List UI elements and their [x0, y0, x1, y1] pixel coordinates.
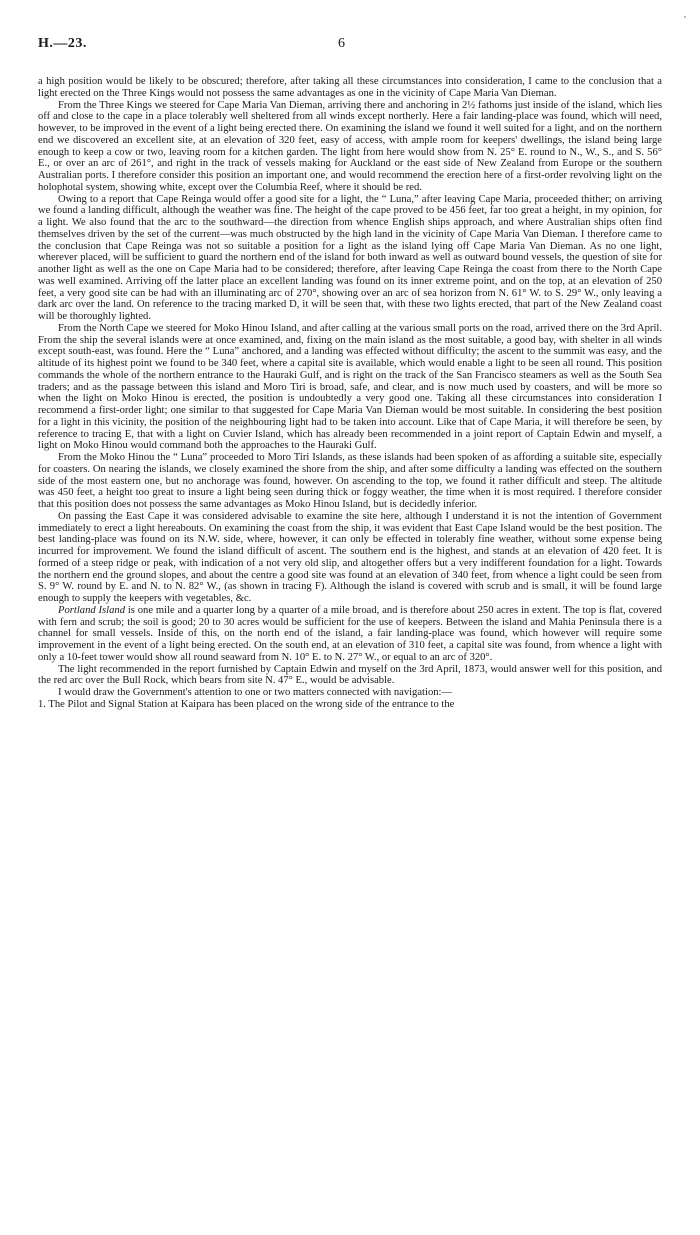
paragraph-east-cape: On passing the East Cape it was considered advisable to examine the site here, although I understand it is not the intention of Government immediately to erect a light hereabouts. On examining the coast from the ship, it was evident that East Cape Island would be the best position. The best landing-place was found on its N.W. side, where, however, it can only be effected in tolerably fine weather, without some expense being incurred for improvement. We found the island difficult of ascent. The southern end is the highest, and stands at an elevation of 420 feet. It is formed of a steep ridge or peak, with indication of a not very old slip, and altogether offers but a very indifferent foundation for a light. Towards the northern end the ground slopes, and about the centre a good site was found at an elevation of 340 feet, from whence a light could be seen from S. 9° W. round by E. and N. to N. 82° W., (as shown in tracing F). Although the island is covered with scrub and is small, it will be found large enough to supply the keepers with vegetables, &c. [38, 510, 662, 604]
body-text [38, 76, 662, 711]
paragraph-navigation-intro: I would draw the Government's attention to one or two matters connected with navigation:— [58, 687, 453, 698]
document-reference: H.—23. [38, 36, 87, 51]
portland-island-heading: Portland Island [58, 604, 125, 616]
page-number: 6 [338, 36, 345, 51]
paragraph-cape-maria: From the Three Kings we steered for Cape Maria Van Dieman, arriving there and anchoring in 2½ fathoms just inside of the island, which lies off and close to the cape in a place tolerably well sheltered from all winds except northerly. Here a fair landing-place was found, which will need, however, to be improved in the event of a light being erected there. On examining the island we found it well suited for a light, and on the northern end we discovered an excellent site, at an elevation of 320 feet, easy of access, with ample room for keepers' dwellings, the island being large enough to keep a cow or two, leaving room for a kitchen garden. The light from here would show from N. 25° E. round to N., W., S., and S. 56° E., or over an arc of 261°, and right in the track of vessels making for Auckland or the east side of New Zealand from Europe or the southern Australian ports. I therefore consider this position an important one, and would recommend the erection here of a first-order revolving light on the holophotal system, showing white, except over the Columbia Reef, where it should be red. [38, 99, 662, 193]
paragraph-recommended-light: The light recommended in the report furnished by Captain Edwin and myself on the 3rd April, 1873, would answer well for this position, and the red arc over the Bull Rock, which bears from site N. 47° E., would be advisable. [38, 663, 662, 687]
paragraph-moko-hinou: From the North Cape we steered for Moko Hinou Island, and after calling at the various small ports on the road, arrived there on the 3rd April. From the ship the several islands were at once examined, and, fixing on the main island as the most suitable, a good bay, with shelter in all winds except south-east, was found. Here the “ Luna” anchored, and a landing was effected without difficulty; the ascent to the summit was easy, and the altitude of its highest point we found to be 340 feet, where a capital site is available, which would enable a light to be seen all round. This position commands the whole of the northern entrance to the Hauraki Gulf, and is right on the track of the San Francisco steamers as well as the South Sea traders; and as the passage between this island and Moro Tiri is broad, safe, and clear, and is now much used by coasters, and will be more so when the light on Moko Hinou is erected, the position is undoubtedly a very good one. Taking all these circumstances into consideration I recommend a first-order light; one similar to that suggested for Cape Maria Van Dieman would be most suitable. In considering the best position for a light in this vicinity, the position of the neighbouring light had to be taken into account. Like that of Cape Maria, it will therefore be seen, by reference to tracing E, that with a light on Cuvier Island, which has already been recommended in a joint report of Captain Edwin and myself, a light on Moko Hinou would command both the approaches to the Hauraki Gulf. [38, 322, 662, 452]
portland-island-text: is one mile and a quarter long by a quarter of a mile broad, and is therefore about 250 acres in extent. The top is flat, covered with fern and scrub; the soil is good; 20 to 30 acres would be sufficient for the use of keepers. Between the island and Mahia Peninsula there is a channel for small vessels. Inside of this, on the north end of the island, a fair landing-place was found, which however will require some improvement in the event of a light being erected. On the south end, at an elevation of 310 feet, a capital site was found, from whence a light with only a 10-feet tower would show all round seaward from N. 10° E. to N. 27° W., or equal to an arc of 320°. [38, 604, 662, 663]
paragraph-continued: a high position would be likely to be obscured; therefore, after taking all these circumstances into consideration, I came to the conclusion that a light erected on the Three Kings would not possess the same advantages as one in the vicinity of Cape Maria Van Dieman. [38, 76, 662, 99]
paragraph-portland-island [38, 605, 662, 664]
corner-mark: ' [684, 14, 686, 26]
paragraph-cape-reinga: Owing to a report that Cape Reinga would offer a good site for a light, the “ Luna,” after leaving Cape Maria, proceeded thither; on arriving we found a landing difficult, although the weather was fine. The height of the cape proved to be 456 feet, far too great a height, in my opinion, for a light. We also found that the arc to the southward—the direction from whence English ships approach, and where Australian ships often find themselves driven by the set of the current—was much obstructed by the high land in the vicinity of Cape Maria Van Dieman. I therefore came to the conclusion that Cape Reinga was not so suitable a position for a light as the island lying off Cape Maria Van Dieman. As no one light, wherever placed, will be sufficient to guard the northern end of the island for both inward as well as outward bound vessels, the question of site for another light as well as the one on Cape Maria had to be considered; therefore, after leaving Cape Reinga the coast from there to the North Cape was well examined. Arriving off the latter place an excellent landing was found on its inner extreme point, and on the top, at an elevation of 250 feet, a very good site can be had with an illuminating arc of 270°, showing over an arc of sea horizon from N. 61° W. to S. 29° W., only leaving a dark arc over the land. On reference to the tracing marked D, it will be seen that, with these two lights erected, that part of the New Zealand coast will be thoroughly lighted. [38, 193, 662, 322]
paragraph-kaipara-item: 1. The Pilot and Signal Station at Kaipara has been placed on the wrong side of the entrance to the [38, 698, 455, 710]
page-header [38, 36, 662, 54]
paragraph-moro-tiri: From the Moko Hinou the “ Luna” proceeded to Moro Tiri Islands, as these islands had been spoken of as affording a suitable site, especially for coasters. On nearing the islands, we closely examined the shore from the ship, and after some difficulty a landing was effected on the southern side of the most eastern one, but no anchorage was found, however. On ascending to the top, we found it rather difficult and steep. The altitude was 450 feet, a height too great to insure a light being seen during thick or foggy weather, the time when it is most required. I therefore consider that this position does not possess the same advantages as Moko Hinou Island, but is decidedly inferior. [38, 452, 662, 510]
